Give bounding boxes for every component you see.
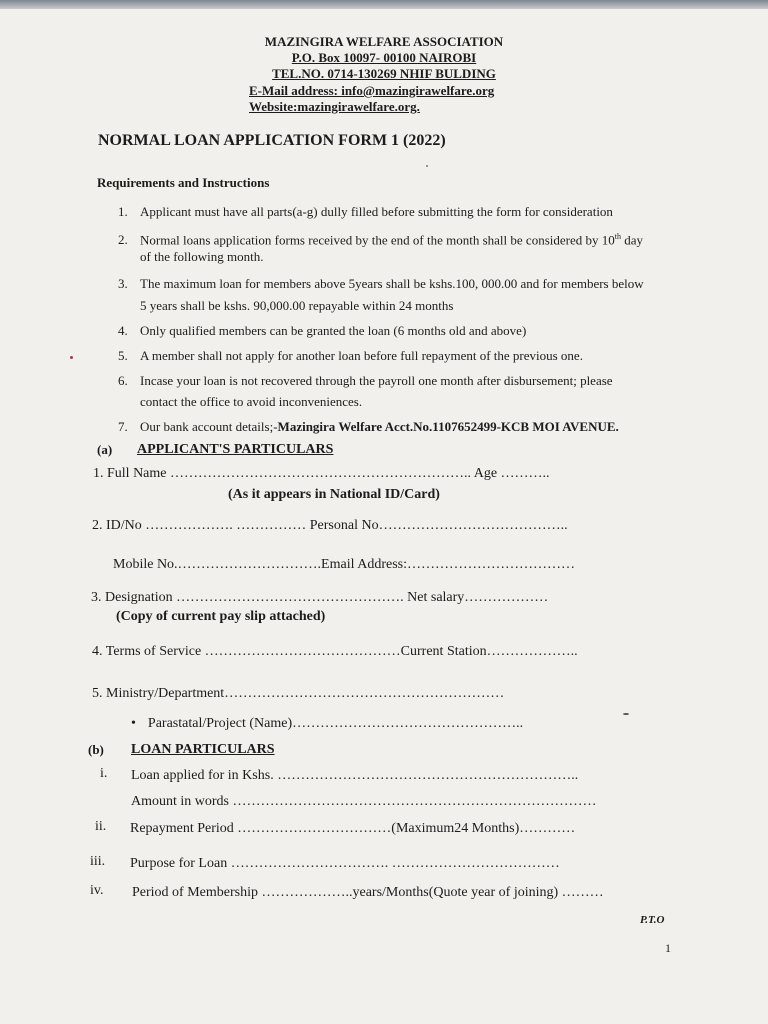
req-item-3-cont: 5 years shall be kshs. 90,000.00 repayable within 24 months <box>140 298 454 313</box>
purpose-field[interactable]: Purpose for Loan ……………………………. ……………………………… <box>130 856 560 871</box>
amount-in-words-field[interactable]: Amount in words …………………………………………………………………… <box>131 794 597 809</box>
req-item-4: 4. Only qualified members can be granted the loan (6 months old and above) <box>118 323 527 338</box>
org-tel: TEL.NO. 0714-130269 NHIF BULDING <box>272 66 496 81</box>
loan-row-num-2: ii. <box>95 819 107 834</box>
loan-row-num-4: iv. <box>90 883 104 898</box>
org-box: P.O. Box 10097- 00100 NAIROBI <box>291 50 477 65</box>
scan-speck <box>70 356 73 359</box>
id-personal-no-field[interactable]: 2. ID/No ………………. …………… Personal No………………………………….. <box>92 518 568 533</box>
scan-top-edge <box>0 0 768 9</box>
loan-row-num-3: iii. <box>90 854 106 869</box>
section-b-label: (b) <box>88 742 104 757</box>
form-title: NORMAL LOAN APPLICATION FORM 1 (2022) <box>98 132 446 149</box>
parastatal-field[interactable]: • Parastatal/Project (Name)………………………………………….. <box>131 716 524 731</box>
req-item-2-cont: of the following month. <box>140 249 264 264</box>
req-item-5: 5. A member shall not apply for another loan before full repayment of the previous one. <box>118 348 583 363</box>
loan-row-num-1: i. <box>100 766 108 781</box>
req-item-6: 6. Incase your loan is not recovered through the payroll one month after disbursement; please <box>118 373 613 388</box>
mobile-email-field[interactable]: Mobile No.………………………….Email Address:……………………………… <box>113 557 575 572</box>
terms-station-field[interactable]: 4. Terms of Service ……………………………………Current Station……………….. <box>92 644 578 659</box>
req-item-2: 2. Normal loans application forms received by the end of the month shall be considered by 10th day <box>118 232 643 248</box>
membership-period-field[interactable]: Period of Membership ………………..years/Months(Quote year of joining) ……… <box>132 885 604 900</box>
pay-slip-note: (Copy of current pay slip attached) <box>116 609 326 624</box>
org-website: Website:mazingirawelfare.org. <box>249 99 420 114</box>
loan-amount-field[interactable]: Loan applied for in Kshs. ……………………………………………………….. <box>131 768 579 783</box>
ministry-field[interactable]: 5. Ministry/Department…………………………………………………… <box>92 686 505 701</box>
section-b-title: LOAN PARTICULARS <box>131 742 275 757</box>
designation-salary-field[interactable]: 3. Designation …………………………………………. Net salary……………… <box>91 590 549 605</box>
scan-speck <box>623 713 629 715</box>
section-a-title: APPLICANT'S PARTICULARS <box>137 442 334 457</box>
req-item-6-cont: contact the office to avoid inconveniences. <box>140 394 363 409</box>
repayment-period-field[interactable]: Repayment Period ……………………………(Maximum24 Months)………… <box>130 821 576 836</box>
full-name-field[interactable]: 1. Full Name ……………………………………………………….. Age ……….. <box>93 466 550 481</box>
bullet: • <box>131 716 136 731</box>
req-item-3: 3. The maximum loan for members above 5years shall be kshs.100, 000.00 and for members below <box>118 276 644 291</box>
scan-speck <box>426 165 428 167</box>
req-item-1: 1. Applicant must have all parts(a-g) dully filled before submitting the form for consideration <box>118 204 613 219</box>
full-name-note: (As it appears in National ID/Card) <box>228 487 440 502</box>
req-item-7: 7. Our bank account details;-Mazingira Welfare Acct.No.1107652499-KCB MOI AVENUE. <box>118 419 619 434</box>
section-a-label: (a) <box>97 442 113 457</box>
org-name: MAZINGIRA WELFARE ASSOCIATION <box>264 34 504 49</box>
pto-label: P.T.O <box>640 914 665 926</box>
requirements-heading: Requirements and Instructions <box>97 175 270 190</box>
org-email: E-Mail address: info@mazingirawelfare.org <box>249 83 495 98</box>
page-number: 1 <box>665 941 671 955</box>
